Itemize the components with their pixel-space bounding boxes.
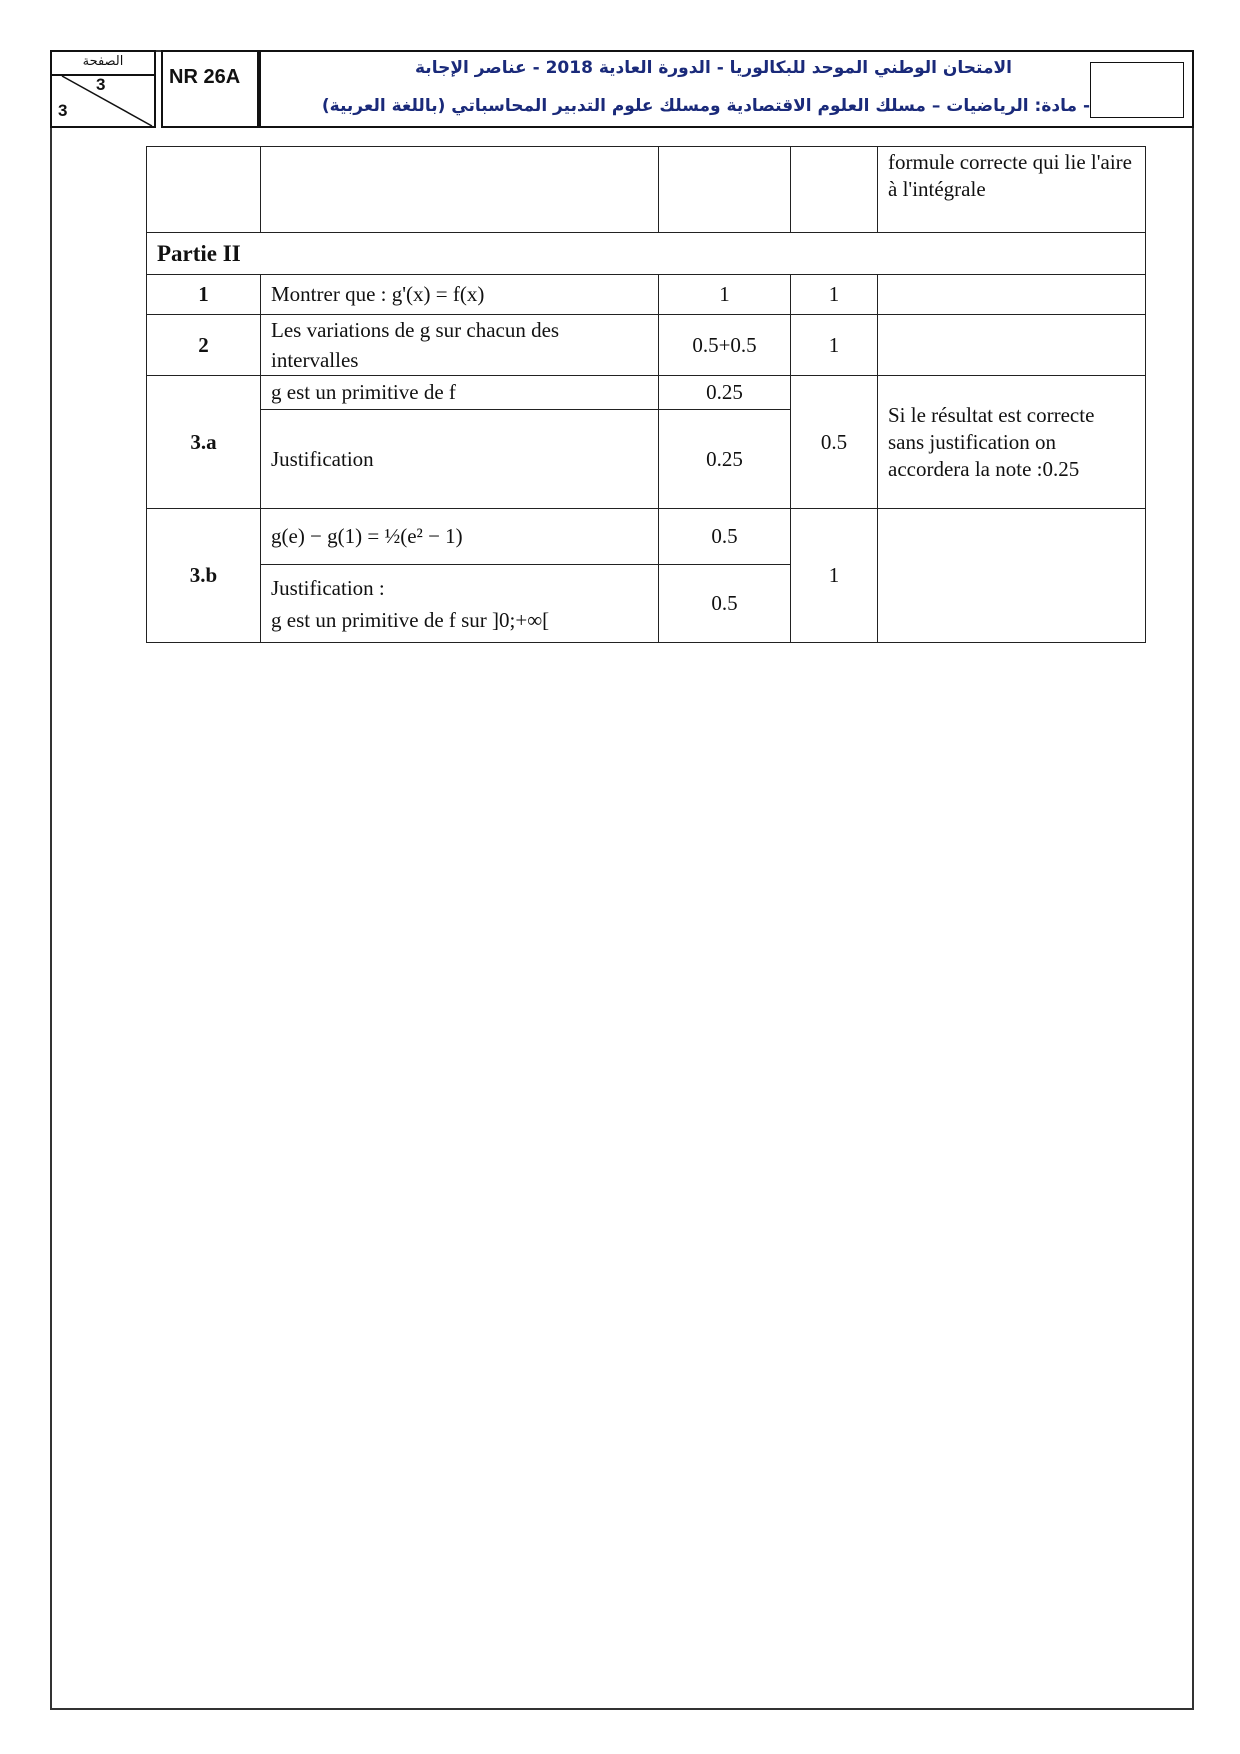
table-row [147,275,1146,315]
justification-text: g est un primitive de f sur ]0;+∞[ [271,607,550,632]
page-number-box [50,50,156,128]
grading-table [146,146,1146,643]
question-id: 3.a [147,376,261,509]
total: 1 [791,509,878,643]
page-current: 3 [96,75,106,94]
question-text: g est un primitive de f [261,376,659,410]
table-row [147,376,1146,410]
points: 0.5 [659,565,791,643]
points: 0.5 [659,509,791,565]
total: 0.5 [791,376,878,509]
question-text: g(e) − g(1) = ½(e² − 1) [261,509,659,565]
stamp-box [1090,62,1184,118]
table-row [147,509,1146,565]
points: 0.25 [659,376,791,410]
question-text: Justification [261,410,659,509]
grading-note: Si le résultat est correcte sans justification on accordera la note :0.25 [878,376,1146,509]
part-title: Partie II [147,233,1146,275]
title-line-2: - مادة: الرياضيات – مسلك العلوم الاقتصادية ومسلك علوم التدبير المحاسباتي (باللغة العربية) [321,96,1090,116]
exam-code: NR 26A [161,50,259,128]
question-text: Montrer que : g'(x) = f(x) [261,275,659,315]
table-row [147,147,1146,233]
title-box [259,50,1194,128]
continued-note: formule correcte qui lie l'aire à l'intégrale [878,147,1146,233]
justification-label: Justification : [271,575,385,600]
title-line-1: الامتحان الوطني الموحد للبكالوريا - الدورة العادية 2018 - عناصر الإجابة [415,58,1012,78]
part-title-row [147,233,1146,275]
points: 1 [659,275,791,315]
total: 1 [791,275,878,315]
question-id: 2 [147,315,261,376]
total: 1 [791,315,878,376]
question-text: Les variations de g sur chacun des intervalles [261,315,659,376]
question-id: 1 [147,275,261,315]
table-row [147,315,1146,376]
question-text [261,565,659,643]
points: 0.5+0.5 [659,315,791,376]
page-total: 3 [58,101,68,120]
points: 0.25 [659,410,791,509]
question-id: 3.b [147,509,261,643]
page-label: الصفحة [52,52,154,76]
